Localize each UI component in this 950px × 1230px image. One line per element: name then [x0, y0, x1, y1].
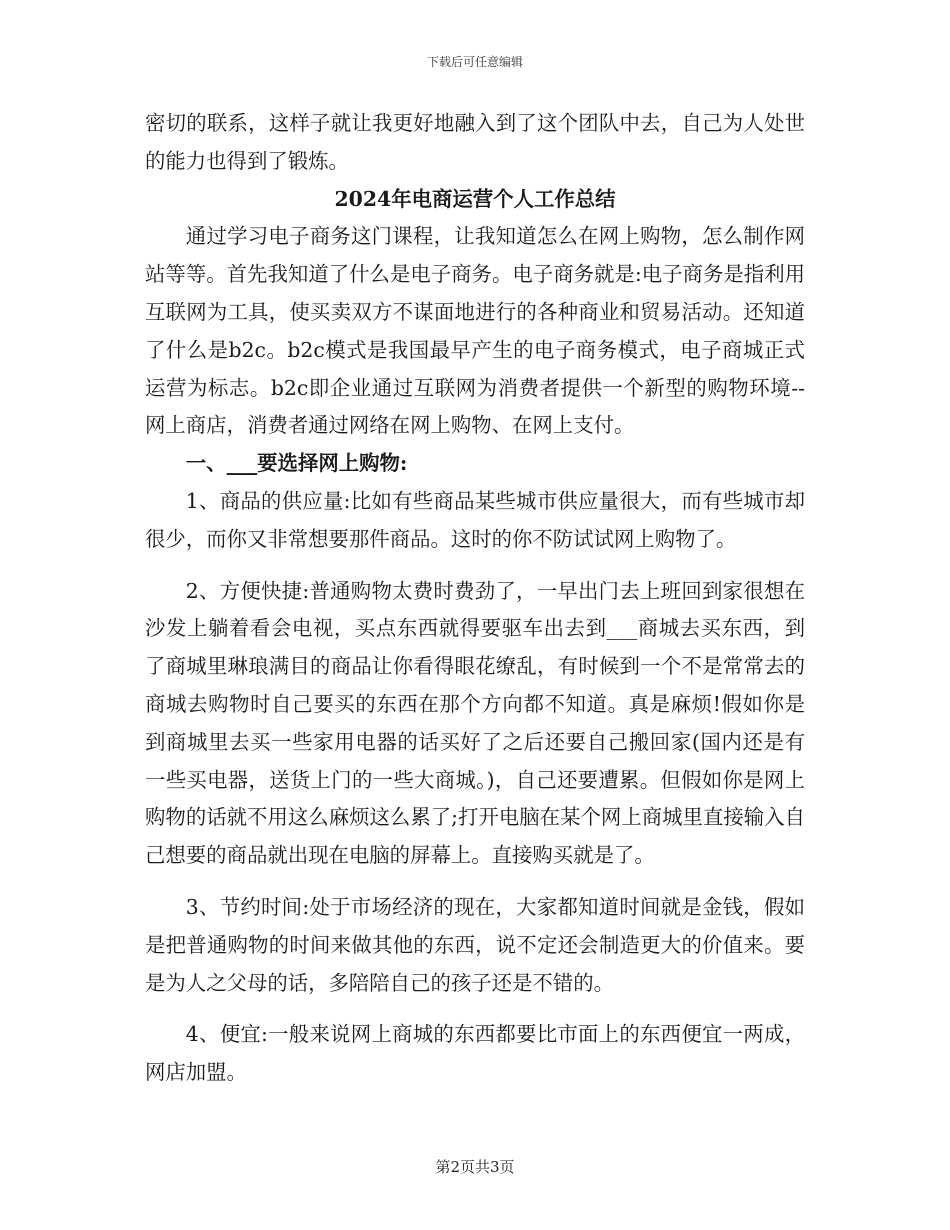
list-item: 3、节约时间:处于市场经济的现在，大家都知道时间就是金钱，假如是把普通购物的时间来做其他的东西，说不定还会制造更大的价值来。要是为人之父母的话，多陪陪自己的孩子还是不错的。 [145, 894, 805, 995]
list-item: 4、便宜:一般来说网上商城的东西都要比市面上的东西便宜一两成，网店加盟。 [145, 1022, 805, 1085]
page-footer: 第2页共3页 [435, 1158, 515, 1176]
document-body [145, 105, 805, 1092]
continued-paragraph: 密切的联系，这样子就让我更好地融入到了这个团队中去，自己为人处世的能力也得到了锻炼。 [145, 111, 805, 173]
list-item: 2、方便快捷:普通购物太费时费劲了，一早出门去上班回到家很想在沙发上躺着看会电视，买点东西就得要驱车出去到___商城去买东西，到了商城里琳琅满目的商品让你看得眼花缭乱，有时候到一个不是常常去的商城去购物时自己要买的东西在那个方向都不知道。真是麻烦!假如你是到商城里去买一些家用电器的话买好了之后还要自己搬回家(国内还是有一些买电器，送货上门的一些大商城。)，自己还要遭累。但假如你是网上购物的话就不用这么麻烦这么累了;打开电脑在某个网上商城里直接输入自己想要的商品就出现在电脑的屏幕上。直接购买就是了。 [145, 578, 805, 868]
intro-paragraph: 通过学习电子商务这门课程，让我知道怎么在网上购物，怎么制作网站等等。首先我知道了什么是电子商务。电子商务就是:电子商务是指利用互联网为工具，使买卖双方不谋面地进行的各种商业和贸易活动。还知道了什么是b2c。b2c模式是我国最早产生的电子商务模式，电子商城正式运营为标志。b2c即企业通过互联网为消费者提供一个新型的购物环境--网上商店，消费者通过网络在网上购物、在网上支付。 [145, 224, 805, 438]
list-item: 1、商品的供应量:比如有些商品某些城市供应量很大，而有些城市却很少，而你又非常想要那件商品。这时的你不防试试网上购物了。 [145, 488, 805, 551]
section-heading: 一、___要选择网上购物: [185, 451, 408, 476]
document-title: 2024年电商运营个人工作总结 [334, 186, 616, 211]
page-header: 下载后可任意编辑 [426, 55, 523, 69]
